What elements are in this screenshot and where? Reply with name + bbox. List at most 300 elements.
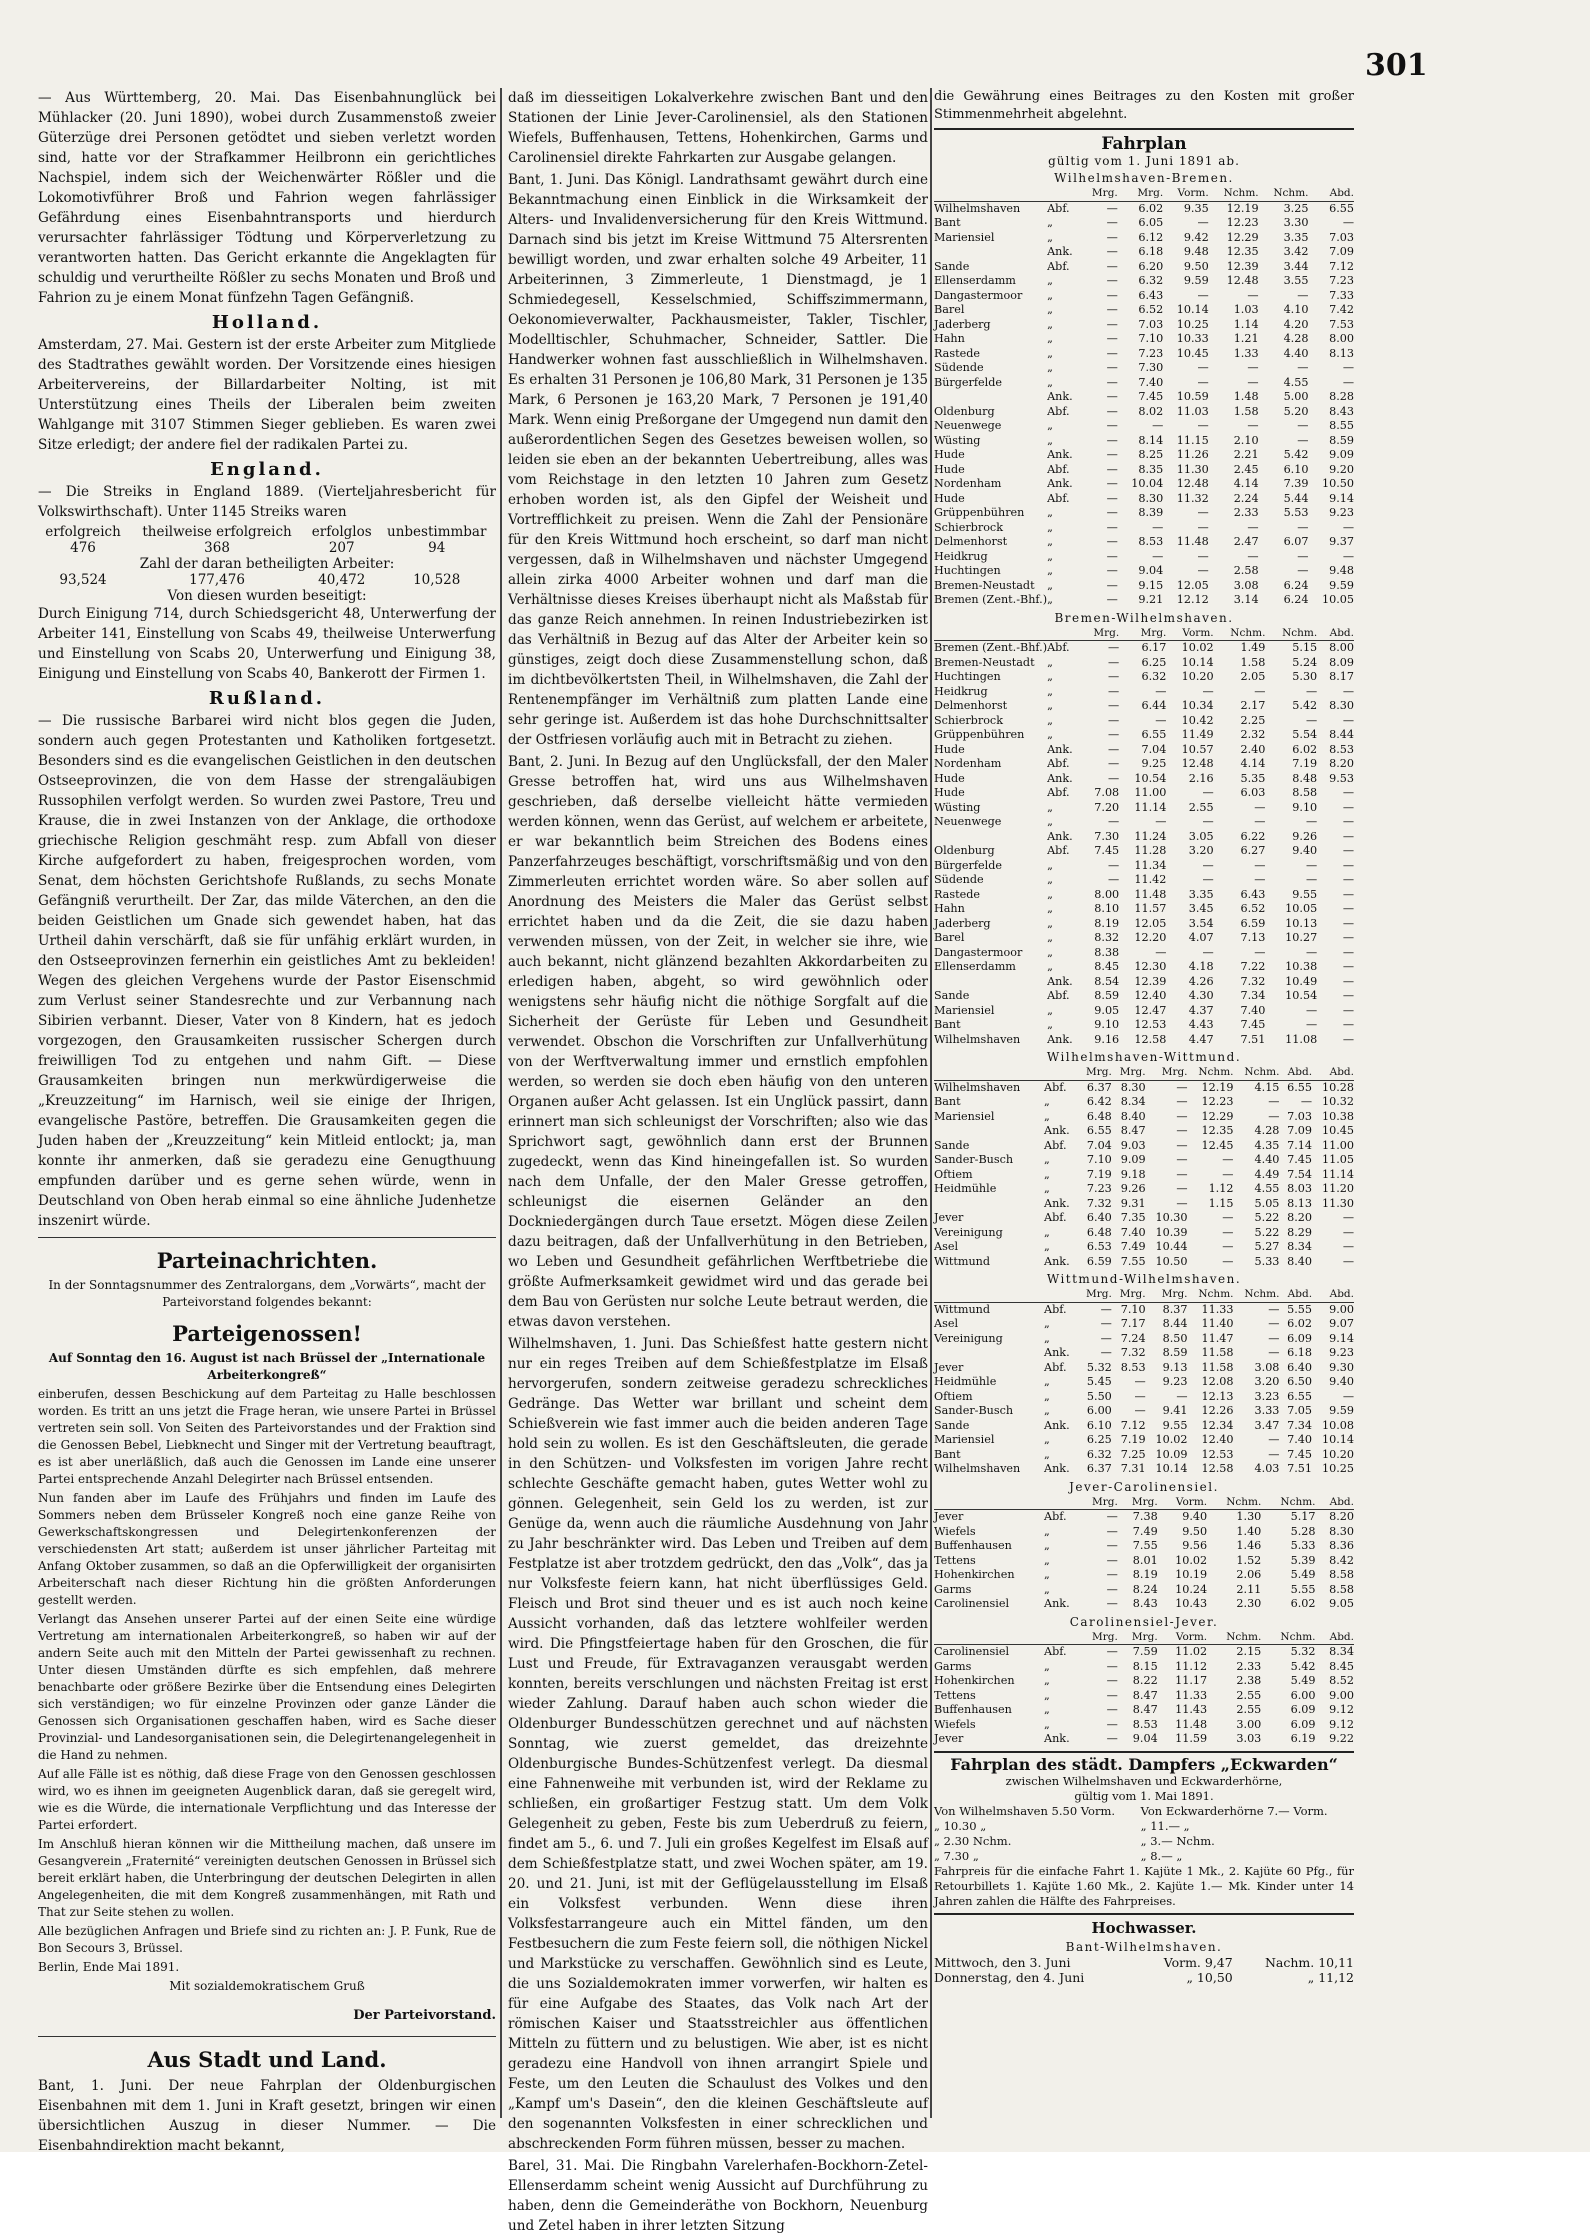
station-name: Sande [934, 1418, 970, 1432]
timetable-row [934, 946, 1354, 961]
departure-time: — [1342, 887, 1354, 901]
departure-time: 9.18 [1120, 1167, 1146, 1181]
arrival-departure-marker: „ [1047, 274, 1053, 287]
departure-time: — [1108, 728, 1120, 741]
departure-time: — [1222, 1254, 1234, 1268]
station-name: Huchtingen [934, 670, 1001, 683]
departure-time: — [1176, 1095, 1188, 1108]
departure-time: 11.02 [1175, 1645, 1208, 1658]
arrival-departure-marker: „ [1044, 1539, 1050, 1552]
departure-time: 11.14 [1134, 800, 1167, 814]
departure-time: 9.55 [1162, 1418, 1188, 1432]
departure-time: 8.13 [1287, 1196, 1313, 1210]
departure-time: 6.55 [1141, 728, 1167, 741]
timetable-header-row [934, 626, 1354, 641]
departure-time: 12.34 [1201, 1418, 1234, 1432]
departure-time: 7.14 [1287, 1138, 1313, 1152]
departure-time: — [1106, 303, 1118, 316]
departure-time: 7.05 [1287, 1404, 1313, 1417]
arrival-departure-marker: „ [1044, 1167, 1050, 1181]
departure-time: — [1106, 1553, 1118, 1567]
departure-time: 3.00 [1236, 1717, 1262, 1731]
departure-time: 7.13 [1240, 931, 1266, 944]
arrival-departure-marker: „ [1047, 684, 1053, 698]
timetable-header-cell: Mrg. [1112, 1287, 1146, 1302]
column-middle [508, 88, 928, 2234]
timetable-row [934, 1525, 1354, 1540]
departure-time: 11.57 [1134, 902, 1167, 915]
station-name: Barel [934, 303, 965, 316]
departure-time: 11.15 [1176, 433, 1209, 447]
departure-time: 7.32 [1240, 974, 1266, 988]
arrival-departure-marker: Abf. [1047, 757, 1070, 770]
arrival-departure-marker: Ank. [1044, 1418, 1070, 1432]
departure-time: 7.55 [1132, 1539, 1158, 1552]
arrival-departure-marker: Abf. [1044, 1080, 1067, 1094]
departure-time: 6.42 [1086, 1095, 1112, 1108]
departure-time: 6.59 [1086, 1254, 1112, 1268]
departure-time: 9.21 [1138, 593, 1164, 606]
departure-time: 12.08 [1201, 1375, 1234, 1388]
timetable-row [934, 448, 1354, 463]
station-name: Jever [934, 1732, 964, 1745]
england-stats-table [38, 524, 496, 604]
station-name: Oldenburg [934, 404, 995, 418]
departure-time: 2.38 [1236, 1674, 1262, 1687]
departure-time: — [1297, 520, 1309, 534]
departure-time: 11.30 [1321, 1196, 1354, 1210]
station-name: Hude [934, 448, 965, 461]
departure-time: 10.33 [1176, 332, 1209, 345]
arrival-departure-marker: Ank. [1047, 448, 1073, 461]
departure-time: 10.14 [1176, 303, 1209, 316]
departure-time: — [1202, 945, 1214, 959]
station-name: Vereinigung [934, 1225, 1003, 1239]
departure-time: 10.30 [1155, 1211, 1188, 1224]
departure-time: 3.20 [1188, 844, 1214, 857]
departure-time: 6.18 [1287, 1346, 1313, 1359]
arrival-departure-marker: „ [1047, 858, 1053, 872]
departure-time: 2.32 [1240, 728, 1266, 741]
departure-time: — [1106, 433, 1118, 447]
station-name: Huchtingen [934, 564, 1001, 577]
timetable-header-row [934, 1495, 1354, 1510]
departure-time: — [1268, 1317, 1280, 1330]
departure-time: 12.23 [1201, 1095, 1234, 1108]
departure-time: — [1152, 419, 1164, 432]
departure-time: 5.17 [1290, 1510, 1316, 1523]
departure-time: 4.55 [1254, 1182, 1280, 1195]
departure-time: — [1247, 288, 1259, 302]
departure-time: 9.48 [1183, 245, 1209, 258]
departure-time: 2.25 [1240, 713, 1266, 727]
departure-time: 7.10 [1120, 1302, 1146, 1316]
departure-time: 2.17 [1240, 699, 1266, 712]
timetable-header-cell: Nchm. [1207, 1630, 1261, 1645]
departure-time: 3.25 [1283, 201, 1309, 215]
timetable-title: Fahrplan [1101, 134, 1187, 154]
departure-time: 8.53 [1120, 1360, 1146, 1374]
steamer-departure: Von Eckwarderhörne 7.— Vorm. [1140, 1803, 1328, 1818]
arrival-departure-marker: „ [1044, 1674, 1050, 1687]
arrival-departure-marker: „ [1047, 670, 1053, 683]
arrival-departure-marker: „ [1047, 520, 1053, 534]
departure-time: — [1197, 564, 1209, 577]
departure-time: 8.30 [1329, 699, 1354, 712]
departure-time: 6.48 [1086, 1109, 1112, 1123]
departure-time: 6.10 [1283, 462, 1309, 476]
station-name: Tettens [934, 1553, 976, 1567]
article-england-end: Durch Einigung 714, durch Schiedsgericht 48, Unterwerfung der Arbeiter 141, Einstellung von Scabs 49, theilweise Unterwerfung und Einstellung von Scabs 20, Unterwerfung und Einigung 38, Einigung und Einstellung von Scabs 40, Bankerott der Firmen 1. [38, 606, 496, 682]
timetable-row [934, 844, 1354, 859]
departure-time: — [1108, 771, 1120, 785]
arrival-departure-marker: „ [1047, 1003, 1053, 1017]
departure-time: — [1342, 1389, 1354, 1403]
departure-time: 6.48 [1086, 1225, 1112, 1239]
departure-time: 1.03 [1233, 303, 1259, 316]
departure-time: 6.37 [1086, 1462, 1112, 1475]
high-water-time: „ 10,50 [1186, 1969, 1233, 1985]
steamer-departure: „ 2.30 Nchm. [934, 1833, 1012, 1848]
timetable-row [934, 492, 1354, 507]
departure-time: 7.12 [1329, 259, 1354, 273]
departure-time: — [1100, 1302, 1112, 1316]
departure-time: 5.55 [1287, 1302, 1313, 1316]
departure-time: 5.20 [1283, 404, 1309, 418]
departure-time: 6.53 [1086, 1240, 1112, 1253]
timetable-row [934, 1255, 1354, 1270]
timetable-row [934, 245, 1354, 260]
article-bant-rentenversicherung: Bant, 1. Juni. Das Königl. Landrathsamt gewährt durch eine Bekanntmachung einen Einblick in die Wirksamkeit der Alters- und Invalidenversicherung für den Kreis Wittmund. Darnach sind bis jetzt im Kreise Wittmund 75 Altersrenten bewilligt worden, und zwar erhalten solche 49 Arbeiter, 11 Arbeiterinnen, 3 Zimmerleute, 1 Dienstmagd, je 1 Schmiedegesell, Kesselschmied, Schiffszimmermann, Oekonomieverwalter, Packhausmeister, Takler, Tischler, Modelltischler, Schuhmacher, Schneider, Sattler. Die Handwerker wohnen fast ausschließlich in Wilhelmshaven. Es erhalten 31 Personen je 106,80 Mark, 31 Personen je 135 Mark, 6 Personen je 163,20 Mark, 7 Personen je 191,40 Mark. Wenn einig Preßorgane der Umgegend nun damit den außerordentlichen Segen des Gesetzes beweisen wollen, so leiden sie eben an der bekannten Uebertreibung, alles was vom Reichstage in den letzten 10 Jahren zum Gesetz erhoben worden ist, als den Gipfel der Weisheit und Vortrefflichkeit zu preisen. Wenn die Zahl der Pensionäre für den Kreis Wittmund hoch erscheint, so darf man nicht vergessen, daß in Wilhelmshaven und nächster Umgegend allein zirka 4000 Arbeiter wohnen und darf man die Verhältnisse dieses Kreises überhaupt nicht als Maßstab für das ganze Reich annehmen. In reinen Industriebezirken ist das Verhältniß in Bezug auf das Alter der Arbeiter kein so günstiges, zeigt doch diese Zusammenstellung schon, daß im dichtbevölkertsten Theil, in Wilhelmshaven, die Zahl der Rentenempfänger im Verhältniß zum platten Lande eine sehr geringe ist. Außerdem ist das hohe Durchschnittsalter der Ostfriesen vorläufig auch mit in Betracht zu ziehen. [508, 172, 928, 748]
departure-time: 3.05 [1188, 829, 1214, 843]
departure-time: 7.34 [1240, 989, 1266, 1002]
departure-time: 11.58 [1201, 1346, 1234, 1359]
arrival-departure-marker: Abf. [1047, 404, 1070, 418]
departure-time: 9.22 [1329, 1732, 1354, 1745]
arrival-departure-marker: „ [1047, 578, 1053, 592]
departure-time: — [1306, 1003, 1318, 1017]
timetable-row [934, 1124, 1354, 1139]
timetable-section-title: Carolinensiel-Jever. [1069, 1614, 1219, 1629]
departure-time: 3.23 [1254, 1389, 1280, 1403]
departure-time: 9.15 [1138, 578, 1164, 592]
departure-time: 9.30 [1329, 1360, 1354, 1374]
timetable-row [934, 506, 1354, 521]
station-name [934, 1197, 1044, 1212]
departure-time: — [1108, 873, 1120, 886]
departure-time: 7.51 [1287, 1462, 1313, 1475]
divider [38, 2036, 496, 2037]
arrival-departure-marker: „ [1047, 230, 1053, 244]
departure-time: 6.09 [1290, 1703, 1316, 1716]
departure-time: 7.53 [1329, 317, 1354, 331]
arrival-departure-marker: Ank. [1047, 771, 1073, 785]
departure-time: — [1106, 201, 1118, 215]
timetable-row [934, 1674, 1354, 1689]
departure-time: 9.00 [1329, 1302, 1354, 1316]
high-water-location: Bant-Wilhelmshaven. [1065, 1939, 1223, 1954]
departure-time: 2.33 [1236, 1659, 1262, 1673]
departure-time: — [1202, 815, 1214, 828]
departure-time: — [1254, 858, 1266, 872]
timetable-header-cell: Nchm. [1259, 186, 1309, 201]
departure-time: 9.23 [1329, 506, 1354, 519]
departure-time: — [1106, 1688, 1118, 1702]
station-name: Oftiem [934, 1389, 973, 1403]
departure-time: 3.45 [1188, 902, 1214, 915]
departure-time: — [1106, 1645, 1118, 1658]
departure-time: 3.42 [1283, 245, 1309, 258]
station-name: Hahn [934, 332, 965, 345]
departure-time: 4.03 [1254, 1462, 1280, 1475]
departure-time: — [1342, 684, 1354, 698]
high-water-date: Donnerstag, den 4. Juni [934, 1969, 1085, 1985]
departure-time: 7.49 [1120, 1240, 1146, 1253]
departure-time: 10.05 [1285, 902, 1318, 915]
station-name: Wittmund [934, 1254, 991, 1268]
departure-time: — [1222, 1240, 1234, 1253]
arrival-departure-marker: „ [1047, 902, 1053, 915]
departure-time: 9.40 [1292, 844, 1318, 857]
departure-time: — [1342, 1032, 1354, 1046]
departure-time: — [1247, 520, 1259, 534]
timetable-row [934, 757, 1354, 772]
timetable-row [934, 1718, 1354, 1733]
departure-time: 3.03 [1236, 1732, 1262, 1745]
departure-time: 10.49 [1285, 974, 1318, 988]
departure-time: 6.22 [1240, 829, 1266, 843]
timetable-header-cell: Nchm. [1188, 1287, 1234, 1302]
station-name: Sander-Busch [934, 1153, 1014, 1166]
departure-time: — [1342, 361, 1354, 374]
steamer-title: Fahrplan des städt. Dampfers „Eckwarden“ [950, 1754, 1338, 1774]
departure-time: 6.55 [1329, 201, 1354, 215]
departure-time: 9.09 [1329, 448, 1354, 461]
arrival-departure-marker: „ [1047, 288, 1053, 302]
timetable-row [934, 1110, 1354, 1125]
departure-time: 6.00 [1290, 1688, 1316, 1702]
arrival-departure-marker: Ank. [1047, 974, 1073, 988]
departure-time: 7.03 [1287, 1109, 1313, 1123]
departure-time: 6.25 [1086, 1433, 1112, 1446]
timetable-row [934, 1317, 1354, 1332]
departure-time: 8.20 [1287, 1211, 1313, 1224]
departure-time: 9.14 [1329, 491, 1354, 505]
timetable-wilhelmshaven-bremen [934, 186, 1354, 608]
departure-time: 7.40 [1138, 375, 1164, 389]
station-name: Wilhelmshaven [934, 1462, 1021, 1475]
station-name: Jever [934, 1211, 964, 1224]
timetable-row [934, 931, 1354, 946]
genossen-paragraph: Alle bezüglichen Anfragen und Briefe sind zu richten an: J. P. Funk, Rue de Bon Secours 3, Brüssel. [38, 1924, 496, 1955]
steamer-departure: „ 7.30 „ [934, 1848, 979, 1863]
departure-time: 10.54 [1134, 771, 1167, 785]
departure-time: — [1342, 829, 1354, 843]
departure-time: — [1106, 419, 1118, 432]
departure-time: 6.43 [1240, 887, 1266, 901]
departure-time: 9.55 [1292, 887, 1318, 901]
departure-time: — [1152, 549, 1164, 563]
steamer-schedule [934, 1754, 1354, 1909]
departure-time: — [1306, 945, 1318, 959]
departure-time: 1.15 [1208, 1196, 1234, 1210]
departure-time: 12.58 [1134, 1032, 1167, 1046]
departure-time: — [1100, 1331, 1112, 1345]
station-name: Wüsting [934, 433, 981, 447]
departure-time: — [1152, 520, 1164, 534]
station-name: Jaderberg [934, 916, 991, 930]
departure-time: 2.40 [1240, 742, 1266, 756]
departure-time: — [1342, 1003, 1354, 1017]
station-name: Wilhelmshaven [934, 1032, 1021, 1046]
departure-time: 7.08 [1094, 786, 1120, 799]
departure-time: — [1106, 1659, 1118, 1673]
station-name: Sander-Busch [934, 1404, 1014, 1417]
timetable-row [934, 902, 1354, 917]
timetable-row [934, 434, 1354, 449]
timetable-header-cell: Nchm. [1261, 1630, 1315, 1645]
departure-time: 1.49 [1240, 641, 1266, 654]
departure-time: 10.02 [1181, 641, 1214, 654]
departure-time: 6.02 [1292, 742, 1318, 756]
steamer-row [934, 1849, 1354, 1864]
timetable-row [934, 1332, 1354, 1347]
arrival-departure-marker: „ [1044, 1524, 1050, 1538]
stat-value: 207 [328, 540, 355, 556]
stat-label: erfolgreich [45, 524, 121, 540]
departure-time: — [1222, 1167, 1234, 1181]
timetable-row [934, 641, 1354, 656]
departure-time: 10.05 [1321, 593, 1354, 606]
departure-time: 6.10 [1086, 1418, 1112, 1432]
departure-time: 12.12 [1176, 593, 1209, 606]
departure-time: — [1247, 361, 1259, 374]
departure-time: — [1106, 259, 1118, 273]
high-water-time: Vorm. 9,47 [1163, 1954, 1233, 1970]
departure-time: 10.08 [1321, 1418, 1354, 1432]
timetable-row [934, 231, 1354, 246]
departure-time: 1.21 [1233, 332, 1259, 345]
timetable-header-cell: Nchm. [1265, 626, 1317, 641]
station-name: Asel [934, 1317, 959, 1330]
departure-time: 8.34 [1120, 1095, 1146, 1108]
departure-time: — [1306, 713, 1318, 727]
departure-time: 2.33 [1233, 506, 1259, 519]
stat-value: 368 [204, 540, 230, 556]
stat-subheading: Von diesen wurden beseitigt: [167, 588, 367, 604]
timetable-row [934, 1404, 1354, 1419]
departure-time: — [1106, 390, 1118, 403]
departure-time: — [1176, 1389, 1188, 1403]
arrival-departure-marker: „ [1044, 1095, 1050, 1108]
departure-time: 12.05 [1134, 916, 1167, 930]
station-name: Schierbrock [934, 520, 1003, 534]
article-england-intro: — Die Streiks in England 1889. (Vierteljahresbericht für Volkswirthschaft). Unter 1145 Streiks waren [38, 484, 496, 520]
station-name: Mariensiel [934, 1003, 995, 1017]
departure-time: — [1254, 815, 1266, 828]
departure-time: 10.39 [1155, 1225, 1188, 1239]
timetable-row [934, 1095, 1354, 1110]
departure-time: 7.23 [1086, 1182, 1112, 1195]
arrival-departure-marker: „ [1047, 216, 1053, 229]
departure-time: 11.17 [1175, 1674, 1208, 1687]
timetable-row [934, 1419, 1354, 1434]
timetable-row [934, 1448, 1354, 1463]
departure-time: 7.45 [1287, 1447, 1313, 1461]
departure-time: 3.44 [1283, 259, 1309, 273]
high-water-row [934, 1955, 1354, 1970]
timetable-row [934, 1302, 1354, 1317]
departure-time: — [1108, 757, 1120, 770]
departure-time: — [1247, 419, 1259, 432]
departure-time: — [1106, 535, 1118, 548]
timetable-header-cell: Mrg. [1078, 1065, 1112, 1080]
departure-time: 6.37 [1086, 1080, 1112, 1094]
arrival-departure-marker: Abf. [1047, 462, 1070, 476]
station-name: Südende [934, 361, 984, 374]
departure-time: 5.15 [1292, 641, 1318, 654]
departure-time: 2.55 [1188, 800, 1214, 814]
departure-time: 3.08 [1254, 1360, 1280, 1374]
departure-time: 4.43 [1188, 1018, 1214, 1031]
column-rule [500, 88, 502, 2118]
departure-time: 5.45 [1086, 1375, 1112, 1388]
timetable-header-cell: Mrg. [1119, 626, 1166, 641]
departure-time: 8.13 [1329, 346, 1354, 360]
arrival-departure-marker: „ [1047, 332, 1053, 345]
departure-time: 5.39 [1290, 1553, 1316, 1567]
station-name: Jever [934, 1360, 964, 1374]
departure-time: 10.28 [1321, 1080, 1354, 1094]
departure-time: — [1342, 902, 1354, 915]
timetable-header-cell: Mrg. [1081, 626, 1119, 641]
station-name [934, 1346, 1044, 1361]
steamer-fare-note: Fahrpreis für die einfache Fahrt 1. Kajüte 1 Mk., 2. Kajüte 60 Pfg., für Retourbillets 1. Kajüte 1.60 Mk., 2. Kajüte 1.— Mk. Kinder unter 14 Jahren zahlen die Hälfte des Fahrpreises. [934, 1863, 1354, 1908]
timetable-header-cell: Vorm. [1158, 1495, 1207, 1510]
departure-time: — [1197, 520, 1209, 534]
departure-time: — [1108, 684, 1120, 698]
timetable-header-cell: Abd. [1279, 1065, 1312, 1080]
departure-time: — [1176, 1124, 1188, 1137]
departure-time: 9.48 [1329, 564, 1354, 577]
station-name: Bant [934, 1018, 961, 1031]
departure-time: 6.25 [1141, 655, 1167, 669]
departure-time: — [1342, 1240, 1354, 1253]
departure-time: 8.40 [1120, 1109, 1146, 1123]
departure-time: 8.02 [1138, 404, 1164, 418]
departure-time: — [1106, 462, 1118, 476]
station-name: Carolinensiel [934, 1645, 1010, 1658]
timetable-row [934, 405, 1354, 420]
departure-time: 10.42 [1181, 713, 1214, 727]
stat-subheading: Zahl der daran betheiligten Arbeiter: [139, 556, 395, 572]
timetable-row [934, 1211, 1354, 1226]
departure-time: 11.00 [1321, 1138, 1354, 1152]
station-name: Nordenham [934, 757, 1002, 770]
departure-time: 11.20 [1321, 1182, 1354, 1195]
departure-time: — [1108, 742, 1120, 756]
departure-time: 8.30 [1329, 1524, 1354, 1538]
station-name: Hahn [934, 902, 965, 915]
departure-time: 8.39 [1138, 506, 1164, 519]
departure-time: — [1342, 815, 1354, 828]
departure-time: 12.23 [1226, 216, 1259, 229]
heading-holland: Holland. [211, 312, 323, 333]
departure-time: 6.50 [1287, 1375, 1313, 1388]
departure-time: — [1342, 800, 1354, 814]
departure-time: 6.52 [1138, 303, 1164, 316]
departure-time: — [1222, 1211, 1234, 1224]
